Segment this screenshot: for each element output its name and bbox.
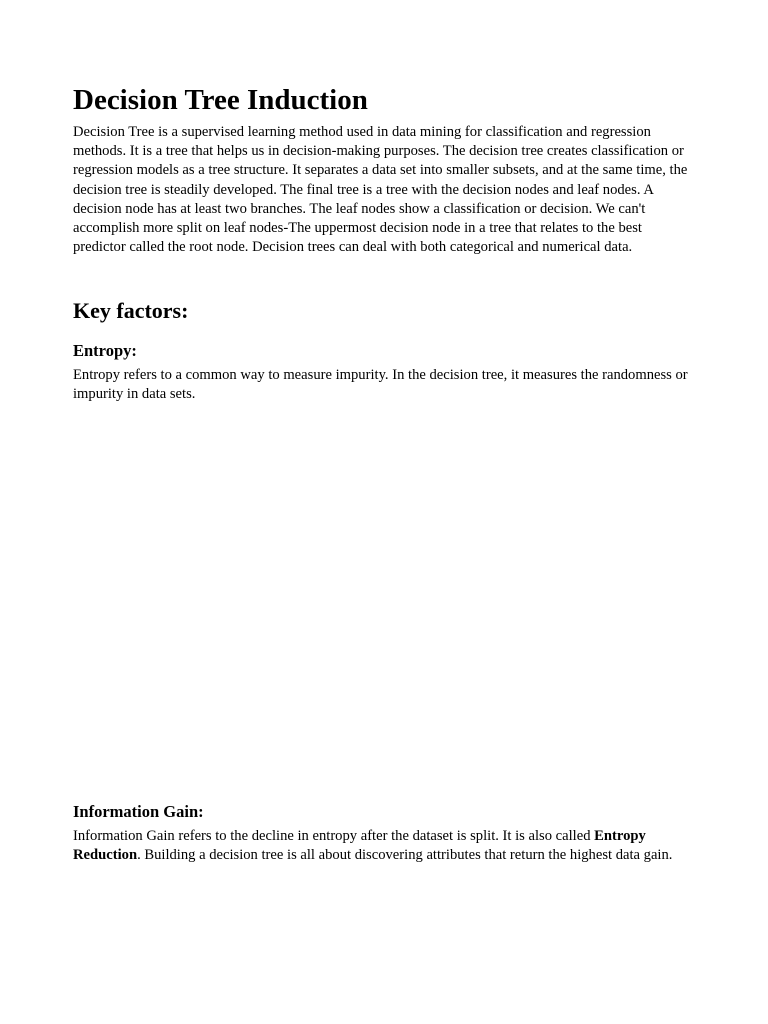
intro-paragraph: Decision Tree is a supervised learning method used in data mining for classification and regression methods. It is a tree that helps us in decision-making purposes. The decision tree creates classification or regression models as a tree structure. It separates a data set into smaller subsets, and at the same time, the decision tree is steadily developed. The final tree is a tree with the decision nodes and leaf nodes. A decision node has at least two branches. The leaf nodes show a classification or decision. We can't accomplish more split on leaf nodes-The uppermost decision node in a tree that relates to the best predictor called the root node. Decision trees can deal with both categorical and numerical data. bbox=[73, 124, 688, 256]
information-gain-text-start: Information Gain refers to the decline in entropy after the dataset is split. It is also called bbox=[73, 828, 595, 844]
blank-figure-area bbox=[73, 412, 693, 792]
entropy-reduction-term: Entropy Reduction bbox=[73, 828, 646, 864]
information-gain-text-end: . Building a decision tree is all about discovering attributes that return the highest data gain. bbox=[137, 847, 673, 864]
information-gain-paragraph bbox=[73, 827, 693, 865]
page-title: Decision Tree Induction bbox=[73, 84, 368, 116]
entropy-heading: Entropy: bbox=[73, 341, 137, 360]
information-gain-heading: Information Gain: bbox=[73, 802, 204, 821]
key-factors-heading: Key factors: bbox=[73, 298, 189, 323]
entropy-paragraph: Entropy refers to a common way to measure impurity. In the decision tree, it measures the randomness or impurity in data sets. bbox=[73, 367, 688, 403]
